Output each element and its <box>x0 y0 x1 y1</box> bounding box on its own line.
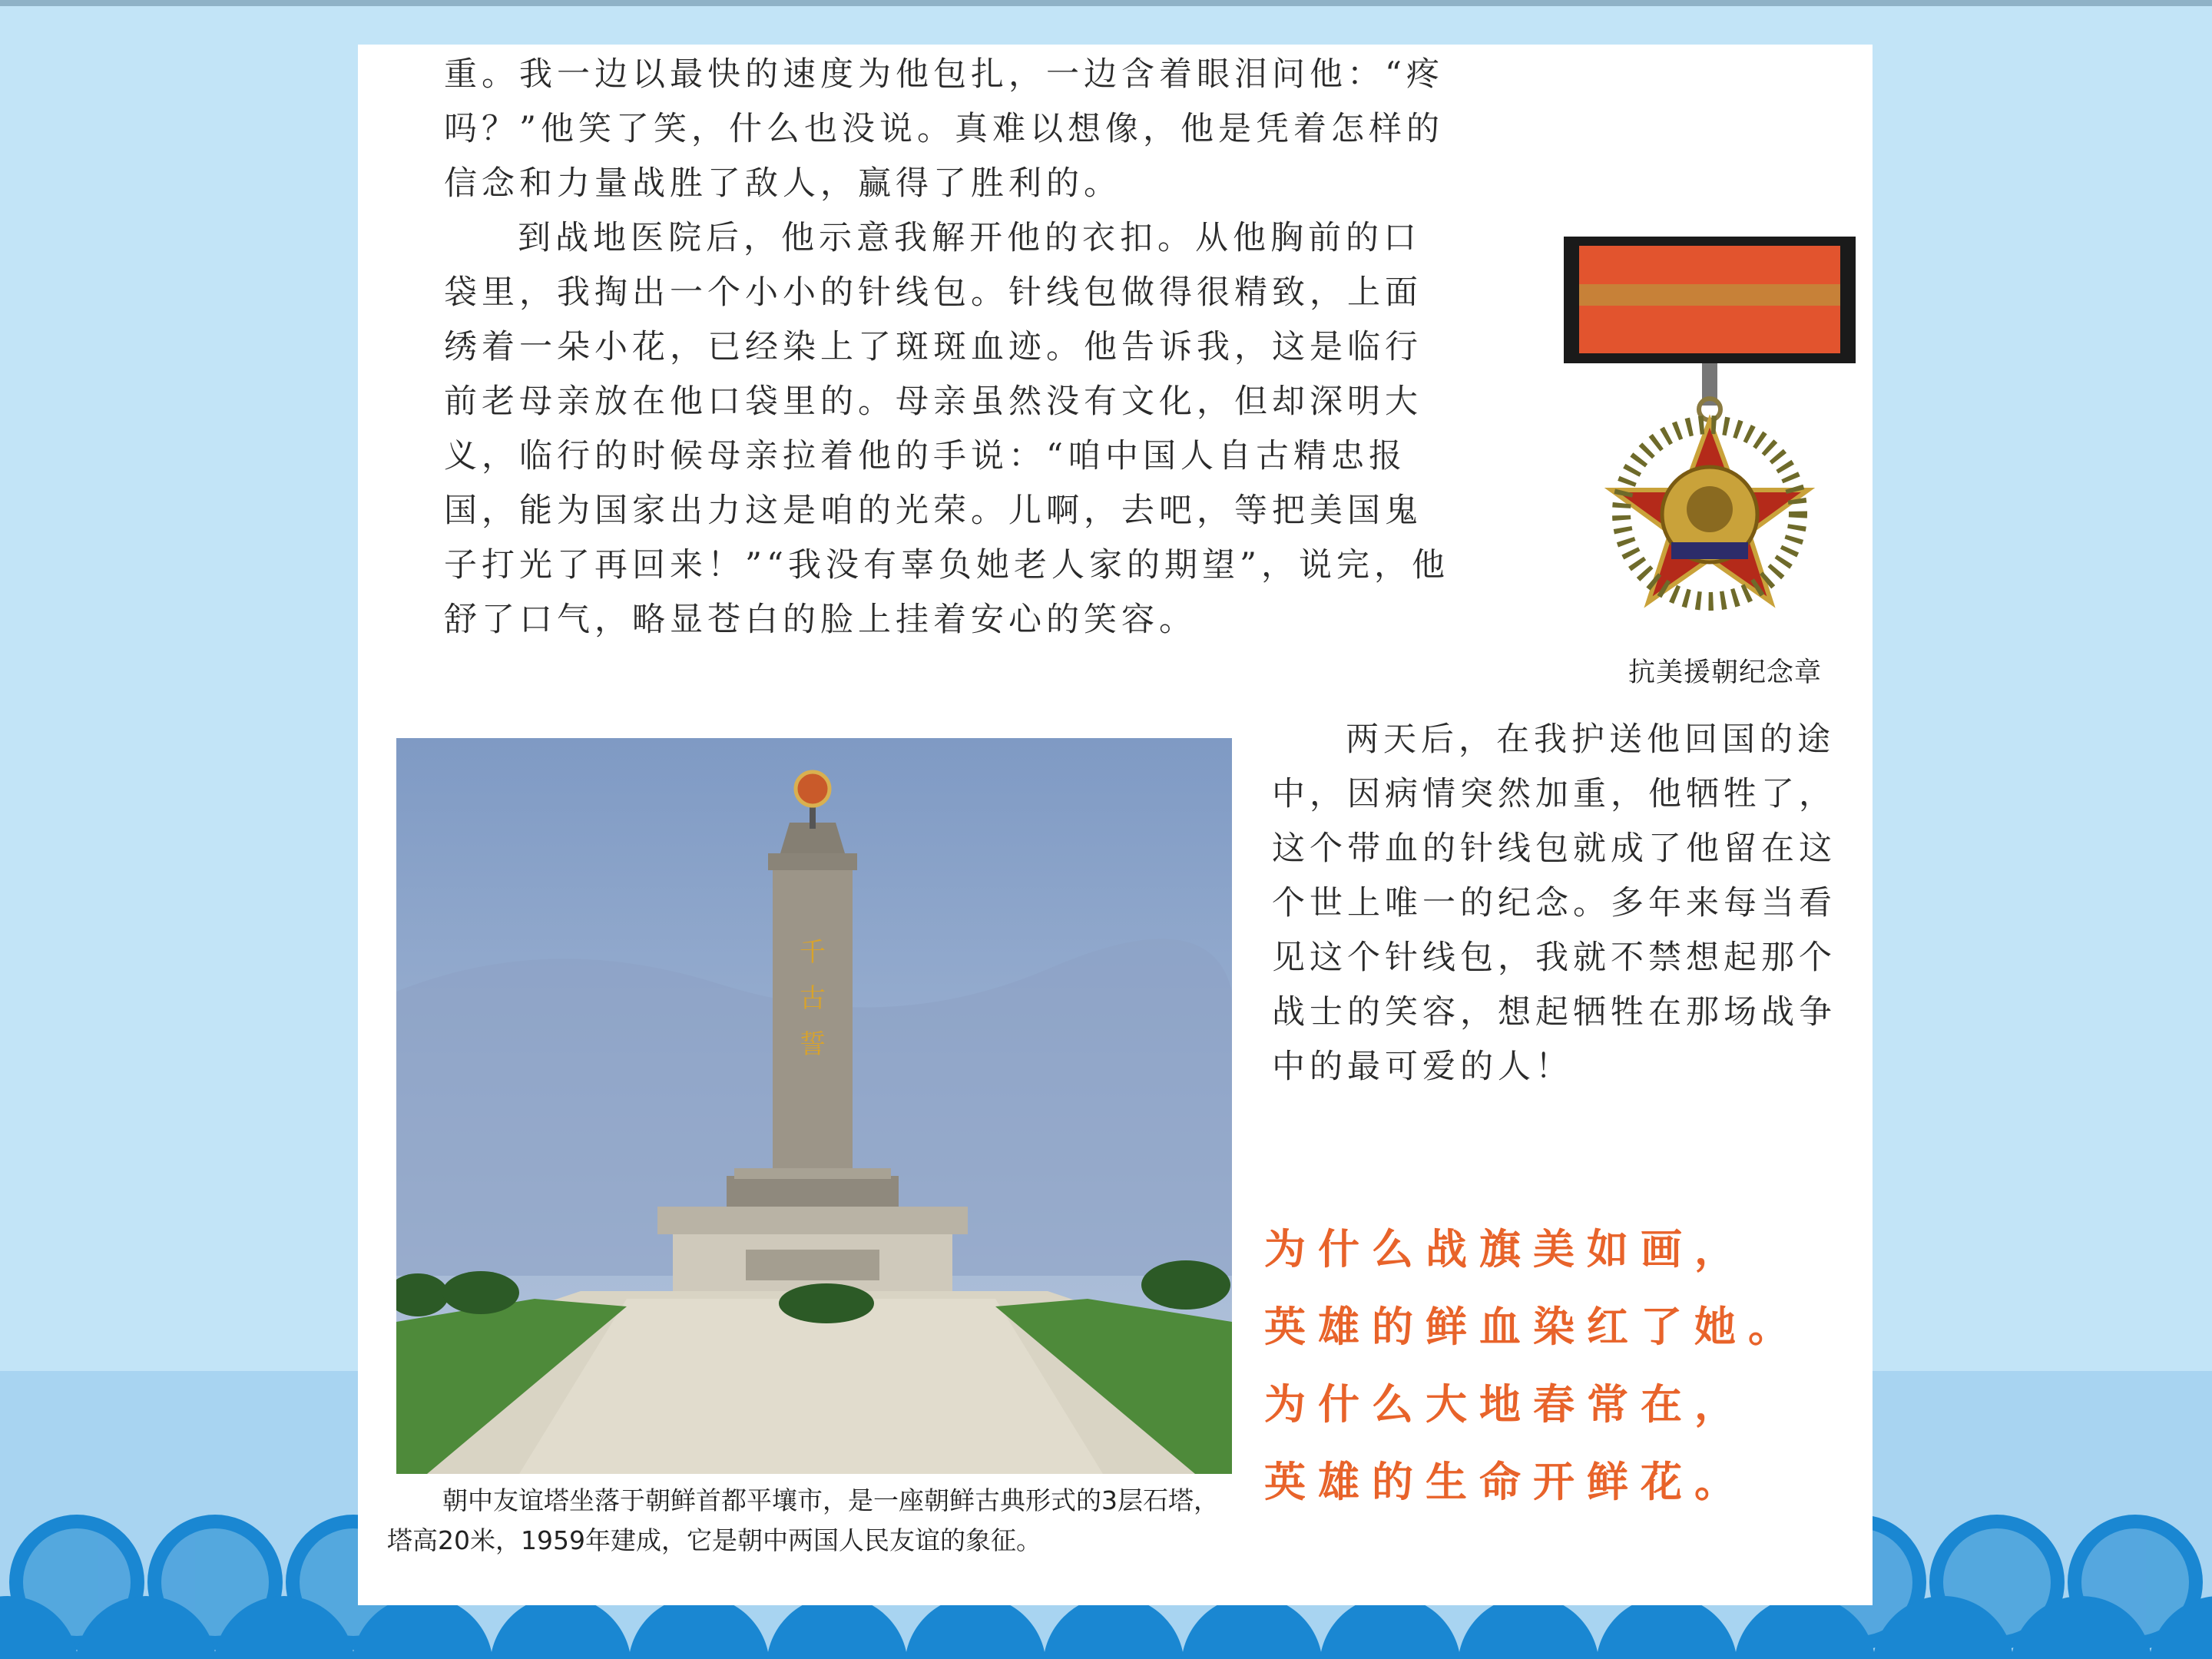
poem-line-2: 英雄的鲜血染红了她。 <box>1264 1302 1802 1351</box>
svg-text:誓: 誓 <box>800 1029 826 1060</box>
commemorative-medal-icon <box>1548 198 1871 682</box>
textbook-page <box>358 45 1873 1605</box>
poem-line-3: 为什么大地春常在， <box>1264 1379 1748 1429</box>
paragraph-2: 到战地医院后，他示意我解开他的衣扣。从他胸前的口袋里，我掏出一个小小的针线包。针线包做得很精致，上面绣着一朵小花，已经染上了斑斑血迹。他告诉我，这是临行前老母亲放在他口袋里的。母亲虽然没有文化，但却深明大义，临行的时候母亲拉着他的手说：“咱中国人自古精忠报国，能为国家出力这是咱的光荣。儿啊，去吧，等把美国鬼子打光了再回来！”“我没有辜负她老人家的期望”，说完，他舒了口气，略显苍白的脸上挂着安心的笑容。 <box>444 219 1449 639</box>
medal-caption: 抗美援朝纪念章 <box>1628 657 1822 688</box>
top-border <box>0 0 2212 6</box>
photo-caption: 朝中友谊塔坐落于朝鲜首都平壤市，是一座朝鲜古典形式的3层石塔，塔高20米，1959年建成，它是朝中两国人民友谊的象征。 <box>387 1485 1219 1555</box>
poem-line-4: 英雄的生命开鲜花。 <box>1264 1457 1748 1506</box>
poem-block <box>1264 1210 1873 1521</box>
friendship-tower-photo <box>396 738 1232 1474</box>
svg-text:古: 古 <box>800 983 826 1014</box>
paragraph-3: 两天后，在我护送他回国的途中，因病情突然加重，他牺牲了，这个带血的针线包就成了他留在这个世上唯一的纪念。多年来每当看见这个针线包，我就不禁想起那个战士的笑容，想起牺牲在那场战争中的最可爱的人！ <box>1272 720 1836 1086</box>
poem-line-1: 为什么战旗美如画， <box>1264 1224 1748 1273</box>
paragraph-1: 重。我一边以最快的速度为他包扎，一边含着眼泪问他：“疼吗？”他笑了笑，什么也没说。真难以想像，他是凭着怎样的信念和力量战胜了敌人，赢得了胜利的。 <box>444 55 1444 203</box>
svg-text:千: 千 <box>800 937 826 968</box>
